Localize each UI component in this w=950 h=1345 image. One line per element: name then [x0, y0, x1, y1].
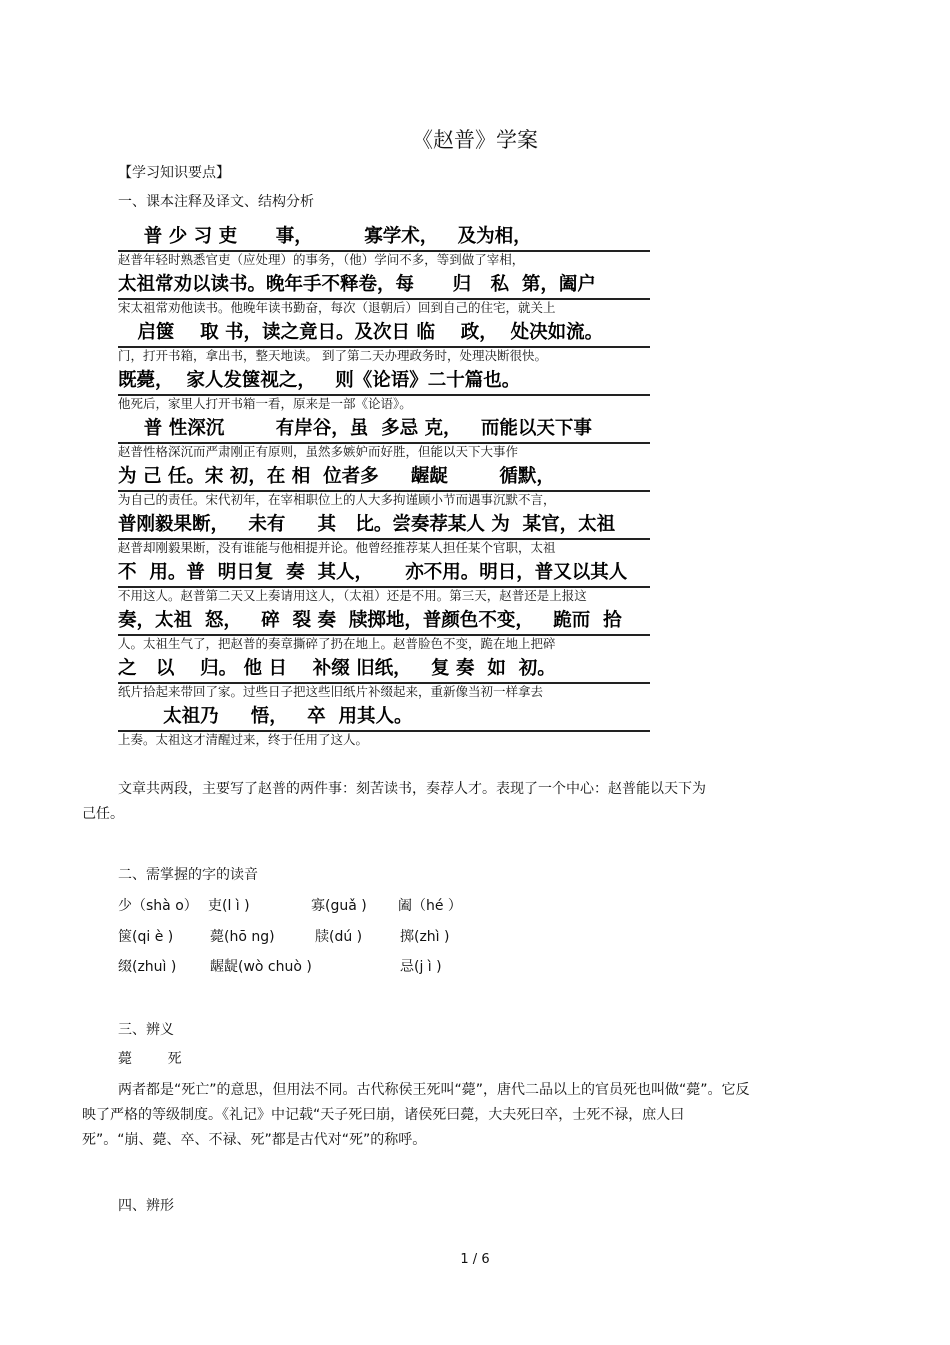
- original-text-line: 太祖乃 悟， 卒 用其人。: [118, 704, 650, 732]
- original-text-line: 启箧 取 书，读之竟日。及次日 临 政， 处决如流。: [118, 320, 650, 348]
- pinyin-item: 薨(hō ng): [210, 929, 275, 945]
- pinyin-item: 龌龊(wò chuò ): [210, 959, 312, 975]
- original-text-line: 为 己 任。宋 初，在 相 位者多 龌龊 循默，: [118, 464, 650, 492]
- text-line-pair: [118, 268, 650, 316]
- distinguish-meaning-paragraph: 两者都是“死亡”的意思，但用法不同。古代称侯王死叫“薨”，唐代二品以上的官员死也叫做“薨”。它反映了严格的等级制度。《礼记》中记载“天子死曰崩，诸侯死曰薨，大夫死曰卒，士死不禄，庶人曰死”。“崩、薨、卒、不禄、死”都是古代对“死”的称呼。: [82, 1082, 750, 1148]
- text-line-pair: [118, 556, 650, 604]
- pinyin-item: 少（shà o）: [118, 898, 198, 914]
- original-text-line: 太祖常劝以读书。晚年手不释卷，每 归 私 第，阖户: [118, 272, 650, 300]
- section-header: 【学习知识要点】: [118, 165, 230, 181]
- summary-paragraph: [82, 777, 754, 827]
- pinyin-item: 掷(zhì ): [400, 929, 450, 945]
- translation-line: 为自己的责任。宋代初年，在宰相职位上的人大多拘谨顾小节而遇事沉默不言，: [118, 492, 556, 507]
- text-line-pair: [118, 316, 650, 364]
- compared-words: 薨 死: [118, 1051, 182, 1067]
- page-number: 1 / 6: [460, 1252, 490, 1267]
- text-line-pair: [118, 412, 650, 460]
- section-2-heading: 二、需掌握的字的读音: [118, 867, 258, 883]
- original-text-line: 不 用。普 明日复 奏 其人， 亦不用。明日，普又以其人: [118, 560, 650, 588]
- translation-line: 赵普性格深沉而严肃刚正有原则，虽然多嫉妒而好胜，但能以天下大事作: [118, 444, 519, 459]
- pinyin-item: 牍(dú ): [315, 929, 363, 945]
- text-line-pair: [118, 460, 650, 508]
- original-text-line: 普刚毅果断， 未有 其 比。尝奏荐某人 为 某官，太祖: [118, 512, 650, 540]
- translation-line: 门，打开书箱，拿出书，整天地读。 到了第二天办理政务时，处理决断很快。: [118, 348, 547, 363]
- text-line-pair: [118, 364, 650, 412]
- text-line-pair: [118, 652, 650, 700]
- pinyin-item: 吏(l ì ): [208, 898, 250, 914]
- translation-line: 赵普却刚毅果断，没有谁能与他相提并论。他曾经推荐某人担任某个官职，太祖: [118, 540, 556, 555]
- pinyin-item: 寡(guǎ ): [311, 898, 367, 914]
- page-title: 《赵普》学案: [412, 128, 538, 152]
- section-1-heading: 一、课本注释及译文、结构分析: [118, 194, 314, 210]
- original-text-line: 奏，太祖 怒， 碎 裂 奏 牍掷地，普颜色不变， 跪而 拾: [118, 608, 650, 636]
- section-3-heading: 三、辨义: [118, 1022, 174, 1038]
- text-line-pair: [118, 220, 650, 268]
- translation-line: 宋太祖常劝他读书。他晚年读书勤奋，每次（退朝后）回到自己的住宅，就关上: [118, 300, 556, 315]
- translation-line: 他死后，家里人打开书箱一看，原来是一部《论语》。: [118, 396, 412, 411]
- translation-line: 上奏。太祖这才清醒过来，终于任用了这人。: [118, 732, 369, 747]
- translation-line: 赵普年轻时熟悉官吏（应处理）的事务，（他）学问不多，等到做了宰相，: [118, 252, 525, 267]
- original-text-line: 之 以 归。 他 日 补缀 旧纸， 复 奏 如 初。: [118, 656, 650, 684]
- translation-line: 人。太祖生气了，把赵普的奏章撕碎了扔在地上。赵普脸色不变，跪在地上把碎: [118, 636, 556, 651]
- original-text-line: 普 性深沉 有岸谷，虽 多忌 克， 而能以天下事: [118, 416, 650, 444]
- text-line-pair: [118, 604, 650, 652]
- pinyin-item: 阖（hé ）: [398, 898, 462, 914]
- summary-line: 文章共两段，主要写了赵普的两件事：刻苦读书，奏荐人才。表现了一个中心：赵普能以天下为: [118, 781, 706, 797]
- pinyin-item: 忌(j ì ): [400, 959, 442, 975]
- pinyin-item: 箧(qi è ): [118, 929, 174, 945]
- text-line-pair: [118, 508, 650, 556]
- section-4-heading: 四、辨形: [118, 1198, 174, 1214]
- original-text-line: 普 少 习 吏 事， 寡学术， 及为相，: [118, 224, 650, 252]
- translation-line: 纸片拾起来带回了家。过些日子把这些旧纸片补缀起来，重新像当初一样拿去: [118, 684, 544, 699]
- translation-line: 不用这人。赵普第二天又上奏请用这人，（太祖）还是不用。第三天，赵普还是上报这: [118, 588, 587, 603]
- summary-line: 己任。: [82, 806, 124, 822]
- original-text-line: 既薨， 家人发箧视之， 则《论语》二十篇也。: [118, 368, 650, 396]
- text-line-pair: [118, 700, 650, 748]
- scanned-text-block: [118, 220, 650, 748]
- pinyin-item: 缀(zhuì ): [118, 959, 177, 975]
